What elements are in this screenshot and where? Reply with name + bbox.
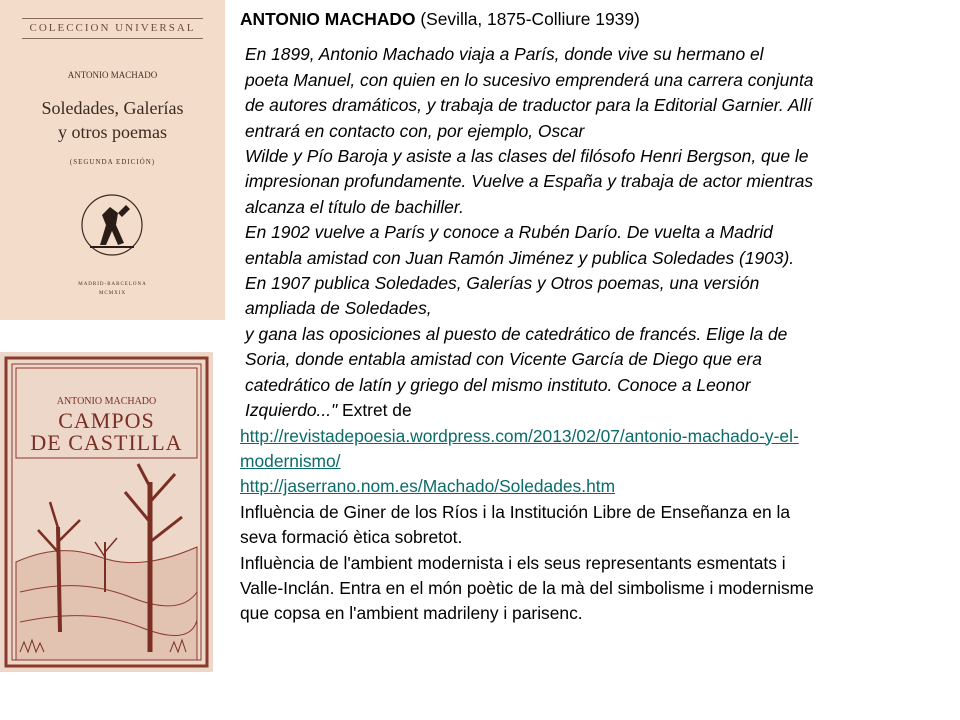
text-line: Izquierdo..." [245, 400, 338, 421]
text-line: poeta Manuel, con quien en lo sucesivo emprenderá una carrera conjunta [245, 69, 814, 90]
cover-year: MCMXIX [98, 291, 127, 296]
cover-rule-top [22, 18, 203, 19]
text-line: Valle-Inclán. Entra en el món poètic de la mà del simbolisme i modernisme [240, 577, 814, 598]
extret-label: Extret de [337, 400, 412, 421]
book-cover-soledades [0, 0, 225, 320]
calpe-emblem-icon [72, 185, 152, 265]
cover2-title-line1: CAMPOS [58, 408, 155, 433]
text-line: ampliada de Soledades, [245, 298, 432, 319]
text-line: En 1902 vuelve a París y conoce a Rubén Darío. De vuelta a Madrid [245, 222, 773, 243]
cover-series-label: COLECCION UNIVERSAL [29, 22, 196, 34]
text-line: Soria, donde entabla amistad con Vicente García de Diego que era [245, 349, 762, 370]
text-line: que copsa en l'ambient madrileny i parisenc. [240, 603, 583, 624]
heading-name: ANTONIO MACHADO [240, 9, 416, 29]
catalan-paragraph [240, 500, 952, 627]
cover2-title-line2: DE CASTILLA [30, 430, 183, 455]
heading [240, 7, 952, 32]
text-line: seva formació ètica sobretot. [240, 527, 463, 548]
text-line: Wilde y Pío Baroja y asiste a las clases del filósofo Henri Bergson, que le [245, 146, 809, 167]
text-line: de autores dramáticos, y trabaja de traductor para la Editorial Garnier. Allí [245, 95, 813, 116]
source-link-jaserrano[interactable]: http://jaserrano.nom.es/Machado/Soledades.htm [240, 476, 616, 497]
source-link-revistadepoesia[interactable]: http://revistadepoesia.wordpress.com/2013/02/07/antonio-machado-y-el- modernismo/ [240, 425, 799, 471]
biography-text [240, 7, 952, 627]
text-line: entrará en contacto con, por ejemplo, Oscar [245, 120, 585, 141]
text-line: Influència de Giner de los Ríos i la Institución Libre de Enseñanza en la [240, 501, 791, 522]
cover-title-line1: Soledades, Galerías [41, 98, 184, 118]
text-line: Influència de l'ambient modernista i els seus representants esmentats i [240, 552, 786, 573]
text-line: alcanza el título de bachiller. [245, 196, 464, 217]
text-line: entabla amistad con Juan Ramón Jiménez y publica Soledades (1903). [245, 247, 795, 268]
cover-publisher: MADRID-BARCELONA [78, 282, 147, 287]
links-block [240, 424, 952, 500]
cover-rule-bottom [22, 38, 203, 39]
heading-dates: (Sevilla, 1875-Colliure 1939) [415, 9, 640, 29]
text-line: impresionan profundamente. Vuelve a España y trabaja de actor mientras [245, 171, 814, 192]
spanish-paragraph [240, 42, 952, 423]
text-line: En 1899, Antonio Machado viaja a París, donde vive su hermano el [245, 44, 764, 65]
text-line: y gana las oposiciones al puesto de catedrático de francés. Elige la de [245, 323, 788, 344]
cover2-author: ANTONIO MACHADO [56, 396, 157, 407]
text-line: catedrático de latín y griego del mismo instituto. Conoce a Leonor [245, 374, 751, 395]
cover-title-line2: y otros poemas [58, 122, 167, 142]
text-line: En 1907 publica Soledades, Galerías y Otros poemas, una versión [245, 273, 760, 294]
book-cover-campos-de-castilla [0, 352, 213, 672]
cover-edition: (SEGUNDA EDICIÓN) [69, 158, 156, 166]
cover-author: ANTONIO MACHADO [67, 70, 158, 80]
